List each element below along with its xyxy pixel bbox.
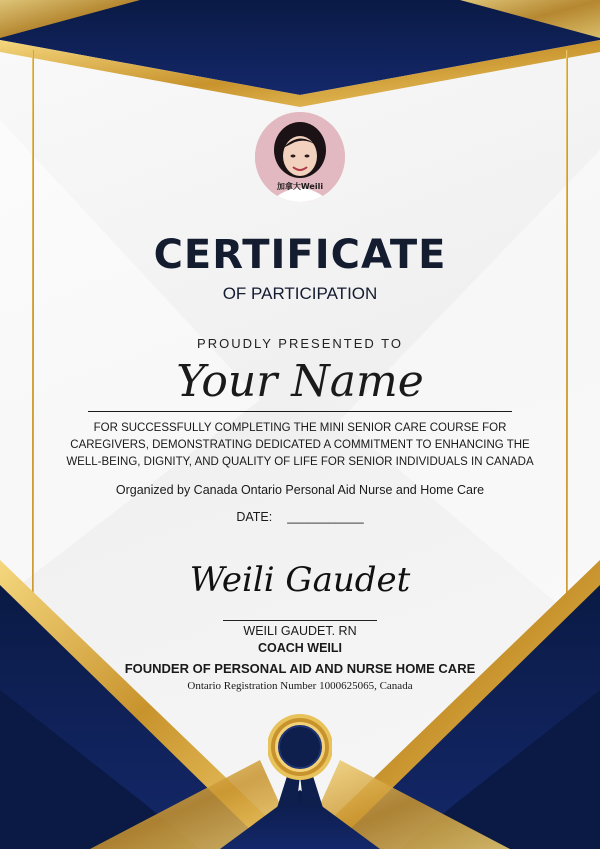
presented-to-label: PROUDLY PRESENTED TO: [197, 336, 403, 351]
date-value: ___________: [287, 510, 364, 524]
registration-number: Ontario Registration Number 1000625065, Canada: [187, 680, 413, 692]
award-seal-icon: [268, 713, 332, 813]
signature-line: [223, 620, 377, 621]
recipient-name: Your Name: [176, 356, 424, 407]
photo-caption: 加拿大Weili: [276, 182, 324, 191]
signature: Weili Gaudet: [189, 560, 411, 600]
signatory-name: WEILI GAUDET. RN: [243, 624, 357, 638]
date-row: [0, 510, 600, 524]
certificate-title: CERTIFICATE: [153, 232, 447, 278]
name-underline: [88, 411, 512, 412]
date-label: DATE:: [236, 510, 273, 524]
certificate-subtitle: OF PARTICIPATION: [222, 284, 378, 303]
certificate-description: FOR SUCCESSFULLY COMPLETING THE MINI SENIOR CARE COURSE FOR CAREGIVERS, DEMONSTRATING DEDICATED A COMMITMENT TO ENHANCING THE WELL-BEING, DIGNITY, AND QUALITY OF LIFE FOR SENIOR INDIVIDUALS IN CANADA: [66, 422, 534, 468]
signatory-role: FOUNDER OF PERSONAL AID AND NURSE HOME CARE: [124, 661, 476, 676]
signatory-title: COACH WEILI: [257, 641, 343, 655]
organizer-line: Organized by Canada Ontario Personal Aid Nurse and Home Care: [115, 483, 485, 497]
